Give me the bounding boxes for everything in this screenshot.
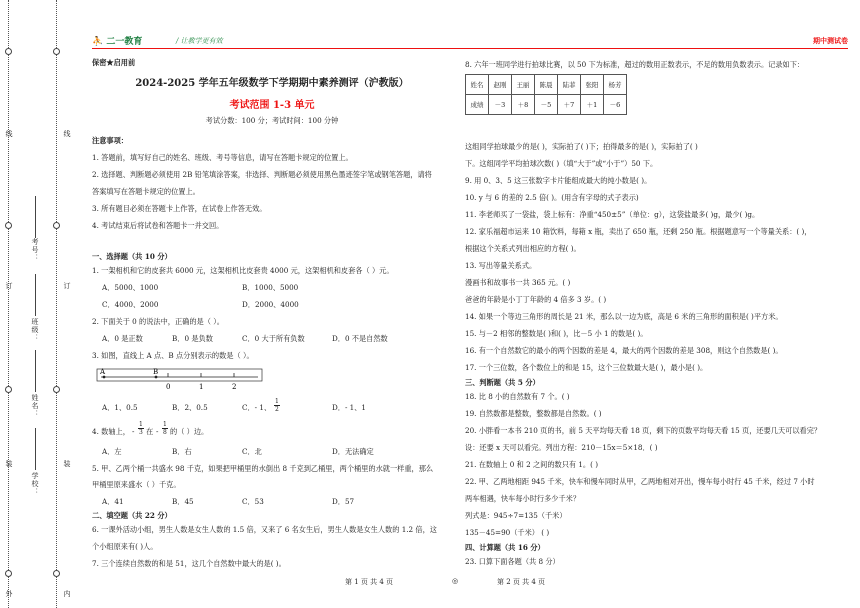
table-header-row — [466, 75, 627, 95]
question-8-cont: 下。这组同学平均拍球次数( )（填“大于”或“小于”）50 下。 — [465, 159, 658, 168]
exam-type-label: 期中测试卷 — [813, 36, 848, 45]
binding-circle — [5, 222, 12, 229]
question-13-a: 漫画书和故事书一共 365 元。( ) — [465, 278, 571, 287]
page-header — [92, 34, 848, 49]
question-20-cont: 设：还要 x 天可以看完。列出方程：210－15x＝5×18．( ) — [465, 443, 658, 452]
option-a[interactable]: A．左 — [102, 447, 122, 456]
question-12-cont: 根据这个关系式列出相应的方程( )。 — [465, 244, 581, 253]
table-cell: 杨芳 — [604, 75, 627, 95]
fraction-sign: - — [132, 427, 135, 436]
section-fill: 二、填空题（共 22 分） — [92, 511, 172, 520]
label-b: B — [153, 368, 159, 376]
tick-label-0: 0 — [166, 383, 171, 391]
point-a — [103, 376, 106, 379]
binding-label-ding: 订 — [5, 282, 13, 290]
question-23: 23. 口算下面各题（共 8 分） — [465, 557, 560, 566]
slogan: / 让教学更有效 — [176, 37, 223, 45]
brand-logo — [92, 34, 142, 47]
slogan-text: 让教学更有效 — [180, 37, 223, 45]
note-item: 1. 答题前，填写好自己的姓名、班级、考号等信息，请写在答题卡规定的位置上。 — [92, 153, 353, 162]
question-5: 5. 甲、乙两个桶一共盛水 98 千克，如果把甲桶里的水倒出 8 千克到乙桶里，两个桶里的水就一样重，那么 — [92, 464, 434, 473]
question-2: 2. 下面关于 0 的说法中，正确的是（ ）。 — [92, 317, 224, 326]
question-5-cont: 甲桶里原来盛水（ ）千克。 — [92, 480, 181, 489]
question-13: 13. 写出等量关系式。 — [465, 261, 537, 270]
option-c[interactable]: C．4000、2000 — [102, 300, 159, 309]
score-table — [465, 74, 627, 115]
option-b[interactable]: B．45 — [172, 497, 194, 506]
binding-circle — [53, 570, 60, 577]
binding-circle — [53, 222, 60, 229]
table-cell: 王丽 — [512, 75, 535, 95]
tick-label-1: 1 — [199, 383, 204, 391]
fraction-sign: - — [156, 427, 159, 436]
fraction-numerator: 1 — [163, 421, 167, 428]
table-cell: －3 — [489, 95, 512, 115]
table-cell: 陈晨 — [535, 75, 558, 95]
question-16: 16. 有一个自然数它的最小的两个因数的差是 4，最大的两个因数的差是 308，则这个自然数是( )。 — [465, 346, 783, 355]
fraction-one-third — [138, 421, 144, 436]
name-label: 姓名： — [31, 394, 39, 418]
table-cell: ＋1 — [581, 95, 604, 115]
option-d[interactable]: D．2000、4000 — [242, 300, 299, 309]
binding-label-zhuang: 装 — [5, 460, 13, 468]
note-item: 4. 考试结束后将试卷和答题卡一并交回。 — [92, 221, 224, 230]
table-cell: 姓名 — [466, 75, 489, 95]
table-cell: 赵刚 — [489, 75, 512, 95]
table-cell: 张阳 — [581, 75, 604, 95]
option-c[interactable]: C．53 — [242, 497, 264, 506]
label-a: A — [100, 368, 106, 376]
question-22-cont: 两车相遇，快车每小时行多少千米？ — [465, 494, 581, 503]
question-4-mid: 在 — [146, 427, 154, 436]
note-item: 3. 所有题目必须在答题卡上作答，在试卷上作答无效。 — [92, 204, 267, 213]
table-cell: 成绩 — [466, 95, 489, 115]
option-a[interactable]: A．0 是正数 — [102, 334, 143, 343]
fraction-denominator: 2 — [275, 406, 279, 413]
tick-label-2: 2 — [232, 383, 237, 391]
page-number-left: 第 1 页 共 4 页 — [345, 578, 394, 586]
option-c[interactable]: C．- 1、 — [242, 403, 272, 412]
option-d[interactable]: D．无法确定 — [332, 447, 374, 456]
binding-circle — [5, 386, 12, 393]
question-6-cont: 个小组原来有( )人。 — [92, 542, 158, 551]
table-cell: ＋8 — [512, 95, 535, 115]
table-cell: ＋7 — [558, 95, 581, 115]
outer-dotted-line — [8, 0, 9, 608]
question-15: 15. 与－2 相邻的整数是( )和( )，比－5 小 1 的数是( )。 — [465, 329, 648, 338]
table-cell: 陆菲 — [558, 75, 581, 95]
fraction-half — [274, 398, 280, 413]
question-4-suffix: 的（ ）边。 — [170, 427, 209, 436]
option-a[interactable]: A．1、0.5 — [102, 403, 138, 412]
question-9: 9. 用 0、3、5 这三张数字卡片能组成最大的纯小数是( )。 — [465, 176, 652, 185]
question-8: 8. 六年一班同学进行拍球比赛，以 50 下为标准，超过的数用正数表示，不足的数用负数表示。记录如下： — [465, 60, 805, 69]
option-b[interactable]: B．2、0.5 — [172, 403, 208, 412]
exam-number-label: 考号： — [31, 238, 39, 262]
option-a[interactable]: A．5000、1000 — [102, 283, 159, 292]
binding-label-wai: 外 — [5, 590, 13, 598]
runner-logo-icon: ⛹ — [92, 37, 104, 47]
question-18: 18. 比 8 小的自然数有 7 个。( ) — [465, 392, 570, 401]
binding-inner-xian: 线 — [63, 130, 71, 138]
school-label: 学校： — [31, 472, 39, 496]
class-line[interactable] — [35, 274, 36, 316]
table-cell: －6 — [604, 95, 627, 115]
binding-circle — [53, 48, 60, 55]
question-10: 10. y 与 6 的差的 2.5 倍( )。(用含有字母的式子表示) — [465, 193, 639, 202]
fraction-numerator: 1 — [139, 421, 143, 428]
binding-inner-nei: 内 — [63, 590, 71, 598]
option-d[interactable]: D．57 — [332, 497, 355, 506]
secret-label: 保密★启用前 — [92, 58, 136, 67]
option-b[interactable]: B．右 — [172, 447, 192, 456]
option-b[interactable]: B．1000、5000 — [242, 283, 299, 292]
logo-text: 二一教育 — [106, 37, 143, 47]
fraction-denominator: 8 — [163, 429, 167, 436]
question-6: 6. 一课外活动小组，男生人数是女生人数的 1.5 倍，又来了 6 名女生后，男生人数是女生人数的 1.2 倍，这 — [92, 525, 437, 534]
number-line-figure — [96, 363, 266, 393]
binding-circle — [53, 386, 60, 393]
binding-inner-zhuang: 装 — [63, 460, 71, 468]
question-17: 17. 一个三位数，各个数位上的和是 15，这个三位数最大是( )，最小是( )。 — [465, 363, 708, 372]
table-row — [466, 95, 627, 115]
section-calc: 四、计算题（共 16 分） — [465, 543, 545, 552]
section-choice: 一、选择题（共 10 分） — [92, 252, 172, 261]
binding-circle — [5, 570, 12, 577]
exam-number-line[interactable] — [35, 196, 36, 238]
fraction-one-eighth — [162, 421, 168, 436]
table-cell: －5 — [535, 95, 558, 115]
score-info: 考试分数：100 分；考试时间：100 分钟 — [205, 116, 339, 125]
option-d[interactable]: D．- 1、1 — [332, 403, 366, 412]
question-22-step1: 列式是：945÷7=135（千米） — [465, 511, 567, 520]
binding-inner-ding: 订 — [63, 282, 71, 290]
question-4-prefix: 4. 数轴上， — [92, 427, 130, 436]
question-21: 21. 在数轴上 0 和 2 之间的数只有 1。( ) — [465, 460, 599, 469]
number-line-frame — [97, 369, 262, 381]
question-8-cont: 这组同学拍球最少的是( )，实际拍了( )下；拍得最多的是( )，实际拍了( ) — [465, 142, 698, 151]
question-20: 20. 小胖看一本书 210 页的书，前 5 天平均每天看 18 页，剩下的页数平均每天看 15 页，还要几天可以看完？ — [465, 426, 822, 435]
question-12: 12. 家乐福超市运来 10 箱饮料，每箱 x 瓶，卖出了 650 瓶，还剩 250 瓶。根据题意写一个等量关系：( )， — [465, 227, 812, 236]
note-item: 2. 选择题、判断题必须使用 2B 铅笔填涂答案，非选择、判断题必须使用黑色墨迹签字笔或钢笔答题，请将 — [92, 170, 432, 179]
question-19: 19. 自然数都是整数，整数都是自然数。( ) — [465, 409, 602, 418]
point-b — [155, 376, 158, 379]
fraction-numerator: 1 — [275, 398, 279, 405]
question-22: 22. 甲、乙两地相距 945 千米，快车和慢车同时从甲，乙两地相对开出，慢车每小时行 45 千米，经过 7 小时 — [465, 477, 815, 486]
class-label: 班级： — [31, 318, 39, 342]
option-c[interactable]: C．北 — [242, 447, 262, 456]
option-d[interactable]: D．0 不是自然数 — [332, 334, 388, 343]
center-mark: ◎ — [452, 577, 459, 585]
inner-dotted-line — [56, 0, 57, 608]
question-1: 1. 一架相机和它的皮套共 6000 元，这架相机比皮套贵 4000 元，这架相机和皮套各（ ）元。 — [92, 266, 394, 275]
question-22-step2: 135－45=90（千米） ( ) — [465, 528, 550, 537]
binding-label-xian: 线 — [5, 130, 13, 138]
question-11: 11. 李老师买了一袋盐，袋上标有：净重“450±5”（单位：g），这袋盐最多( )g，最少( )g。 — [465, 210, 760, 219]
exam-title: 2024-2025 学年五年级数学下学期期中素养测评（沪教版） — [135, 78, 409, 89]
option-b[interactable]: B．0 是负数 — [172, 334, 213, 343]
school-line[interactable] — [35, 428, 36, 470]
section-judge: 三、判断题（共 5 分） — [465, 378, 540, 387]
exam-subtitle: 考试范围 1-3 单元 — [229, 100, 315, 111]
option-a[interactable]: A．41 — [102, 497, 124, 506]
question-3: 3. 如图，直线上 A 点、B 点分别表示的数是（ ）。 — [92, 351, 254, 360]
binding-circle — [5, 48, 12, 55]
fraction-denominator: 3 — [139, 429, 143, 436]
name-line[interactable] — [35, 350, 36, 392]
question-14: 14. 如果一个等边三角形的周长是 21 米，那么以一边为底，高是 6 米的三角形的面积是( )平方米。 — [465, 312, 783, 321]
binding-margin — [0, 0, 78, 608]
question-7: 7. 三个连续自然数的和是 51，这几个自然数中最大的是( )。 — [92, 559, 286, 568]
note-item: 答案填写在答题卡规定的位置上。 — [92, 187, 200, 196]
notes-title: 注意事项： — [92, 136, 128, 145]
question-13-b: 爸爸的年龄是小丁丁年龄的 4 倍多 3 岁。( ) — [465, 295, 607, 304]
page-number-right: 第 2 页 共 4 页 — [497, 578, 546, 586]
option-c[interactable]: C．0 大于所有负数 — [242, 334, 305, 343]
